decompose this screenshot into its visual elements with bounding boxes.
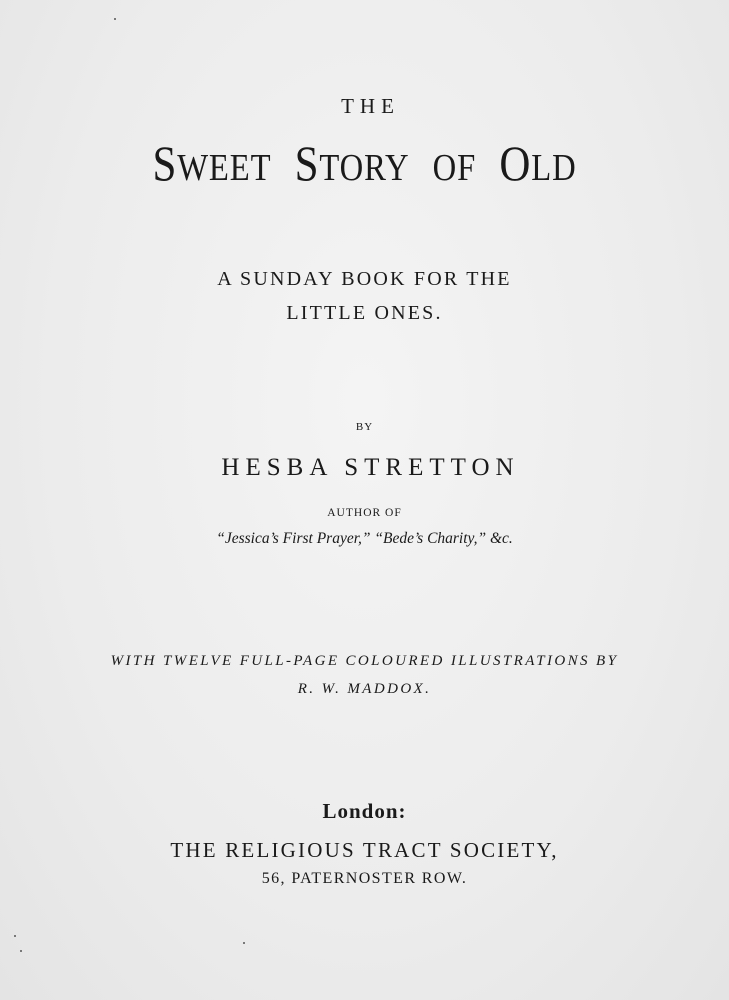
paper-speck [20, 950, 22, 952]
illustrations-line-1: WITH TWELVE FULL-PAGE COLOURED ILLUSTRATIONS BY [110, 653, 619, 669]
title-rest: TORY [319, 147, 410, 189]
subtitle-line-1: A SUNDAY BOOK FOR THE [217, 268, 512, 290]
paper-speck [114, 18, 116, 20]
by-label: BY [355, 421, 374, 433]
title-word-sweet [152, 135, 271, 191]
title-word-story [295, 135, 410, 191]
title-initial: S [152, 135, 178, 191]
title-word-of [433, 135, 476, 191]
publisher-address: 56, PATERNOSTER ROW. [261, 870, 468, 887]
title-article: THE [341, 94, 400, 118]
author-name: HESBA STRETTON [221, 454, 520, 481]
publication-place: London: [322, 799, 407, 823]
paper-speck [14, 935, 16, 937]
title-rest: OF [432, 147, 477, 189]
other-works: “Jessica’s First Prayer,” “Bede’s Charity,” &c. [216, 530, 513, 547]
book-title [51, 135, 678, 191]
paper-speck [243, 942, 245, 944]
author-of-label: AUTHOR OF [327, 507, 402, 519]
title-rest: WEET [177, 147, 272, 189]
title-initial: S [294, 135, 320, 191]
illustrations-line-2: R. W. MADDOX. [297, 681, 432, 697]
title-word-old [499, 135, 576, 191]
title-rest: LD [531, 147, 577, 189]
subtitle-line-2: LITTLE ONES. [286, 302, 443, 324]
title-initial: O [499, 135, 532, 191]
publisher-name: THE RELIGIOUS TRACT SOCIETY, [170, 838, 559, 862]
